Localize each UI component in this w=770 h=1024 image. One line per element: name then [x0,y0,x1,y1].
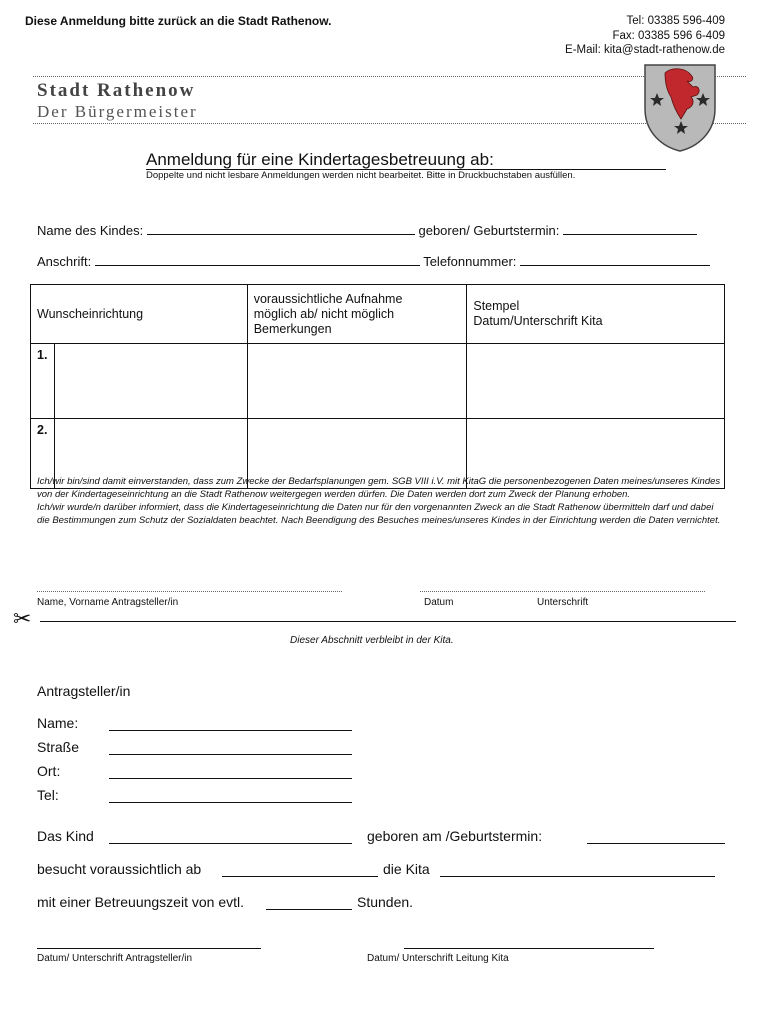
child-born-field[interactable] [587,843,725,844]
born-field[interactable] [563,222,697,235]
address-label: Anschrift: [37,254,92,269]
form-subtitle: Doppelte und nicht lesbare Anmeldungen werden nicht bearbeitet. Bitte in Druckbuchstaben ausfüllen. [146,170,576,181]
admission-cell-1[interactable] [247,344,467,419]
stamp-cell-1[interactable] [467,344,725,419]
coat-of-arms-logo [641,61,719,153]
applicant-heading: Antragsteller/in [37,683,131,699]
row-number: 1. [31,344,55,419]
col-header-stamp-2: Datum/Unterschrift Kita [473,314,603,328]
child-field[interactable] [109,843,352,844]
mayor-title: Der Bürgermeister [37,102,198,121]
col-header-stamp [467,285,725,344]
hours-label: Stunden. [357,894,414,910]
visits-label: besucht voraussichtlich ab [37,861,202,877]
return-note: Diese Anmeldung bitte zurück an die Stadt Rathenow. [25,14,332,28]
child-born-label: geboren am /Geburtstermin: [367,828,543,844]
contact-block [565,14,725,58]
care-time-label: mit einer Betreuungszeit von evtl. [37,894,244,910]
kita-field[interactable] [440,876,715,877]
header-divider-bottom [33,123,746,124]
col-header-admission-3: Bemerkungen [253,321,332,336]
applicant-signature-label: Datum/ Unterschrift Antragsteller/in [37,953,193,964]
facility-cell-1[interactable] [54,344,247,419]
date-signature-line[interactable] [420,591,705,592]
contact-fax: Fax: 03385 596 6-409 [612,29,725,42]
care-time-field[interactable] [266,909,352,910]
born-label: geboren/ Geburtstermin: [418,223,560,238]
phone-label: Telefonnummer: [423,254,517,269]
applicant-city-label: Ort: [37,763,61,779]
phone-field[interactable] [520,253,710,266]
applicant-name-field[interactable] [109,730,352,731]
cut-line [40,621,736,622]
name-signature-line[interactable] [37,591,342,592]
consent-paragraph-2: Ich/wir wurde/n darüber informiert, dass die Kindertageseinrichtung die Daten nur für den vorgenannten Zweck an die Stadt Rathenow übermitteln darf und dabei die Bestimmungen zum Schutz der Sozialdaten beachtet. Nach Beendigung des Besuches meines/unseres Kindes in der Einrichtung werden die Daten vernichtet. [37,502,721,526]
visits-field[interactable] [222,876,378,877]
contact-tel: Tel: 03385 596-409 [626,15,725,27]
child-name-row [37,222,697,238]
contact-email: E-Mail: kita@stadt-rathenow.de [565,44,725,56]
remain-note: Dieser Abschnitt verbleibt in der Kita. [290,635,454,646]
kita-signature-line[interactable] [404,948,654,949]
child-name-label: Name des Kindes: [37,223,144,238]
col-header-stamp-1: Stempel [473,299,520,313]
kita-signature-label: Datum/ Unterschrift Leitung Kita [367,953,509,964]
applicant-street-field[interactable] [109,754,352,755]
name-signature-label: Name, Vorname Antragsteller/in [37,597,179,608]
applicant-street-label: Straße [37,739,80,755]
city-name: Stadt Rathenow [37,80,196,101]
applicant-city-field[interactable] [109,778,352,779]
address-field[interactable] [95,253,420,266]
date-label: Datum [424,597,454,608]
scissors-icon: ✂ [13,606,32,631]
facility-table [30,284,725,489]
address-row [37,253,710,269]
applicant-signature-line[interactable] [37,948,261,949]
child-name-field[interactable] [147,222,415,235]
child-label: Das Kind [37,828,94,844]
form-title: Anmeldung für eine Kindertagesbetreuung ab: [146,150,494,169]
consent-text [37,475,727,527]
applicant-name-label: Name: [37,715,79,731]
row-number: 2. [31,419,55,489]
consent-paragraph-1: Ich/wir bin/sind damit einverstanden, dass zum Zwecke der Bedarfsplanungen gem. SGB VIII i.V. mit KitaG die personenbezogenen Daten meines/unseres Kindes von der Kindertageseinrichtung an die Stadt Rathenow weitergegen werden dürfen. Die Daten werden dort zum Zweck der Planung erhoben. [37,476,721,500]
kita-label: die Kita [383,861,430,877]
col-header-admission [247,285,467,344]
header-divider-top [33,76,746,77]
applicant-tel-label: Tel: [37,787,59,803]
table-row [31,344,725,419]
table-header-row [31,285,725,344]
col-header-facility: Wunscheinrichtung [31,285,248,344]
col-header-admission-2: möglich ab/ nicht möglich [253,306,395,321]
col-header-admission-1: voraussichtliche Aufnahme [253,291,403,306]
sign-label: Unterschrift [537,597,589,608]
applicant-tel-field[interactable] [109,802,352,803]
